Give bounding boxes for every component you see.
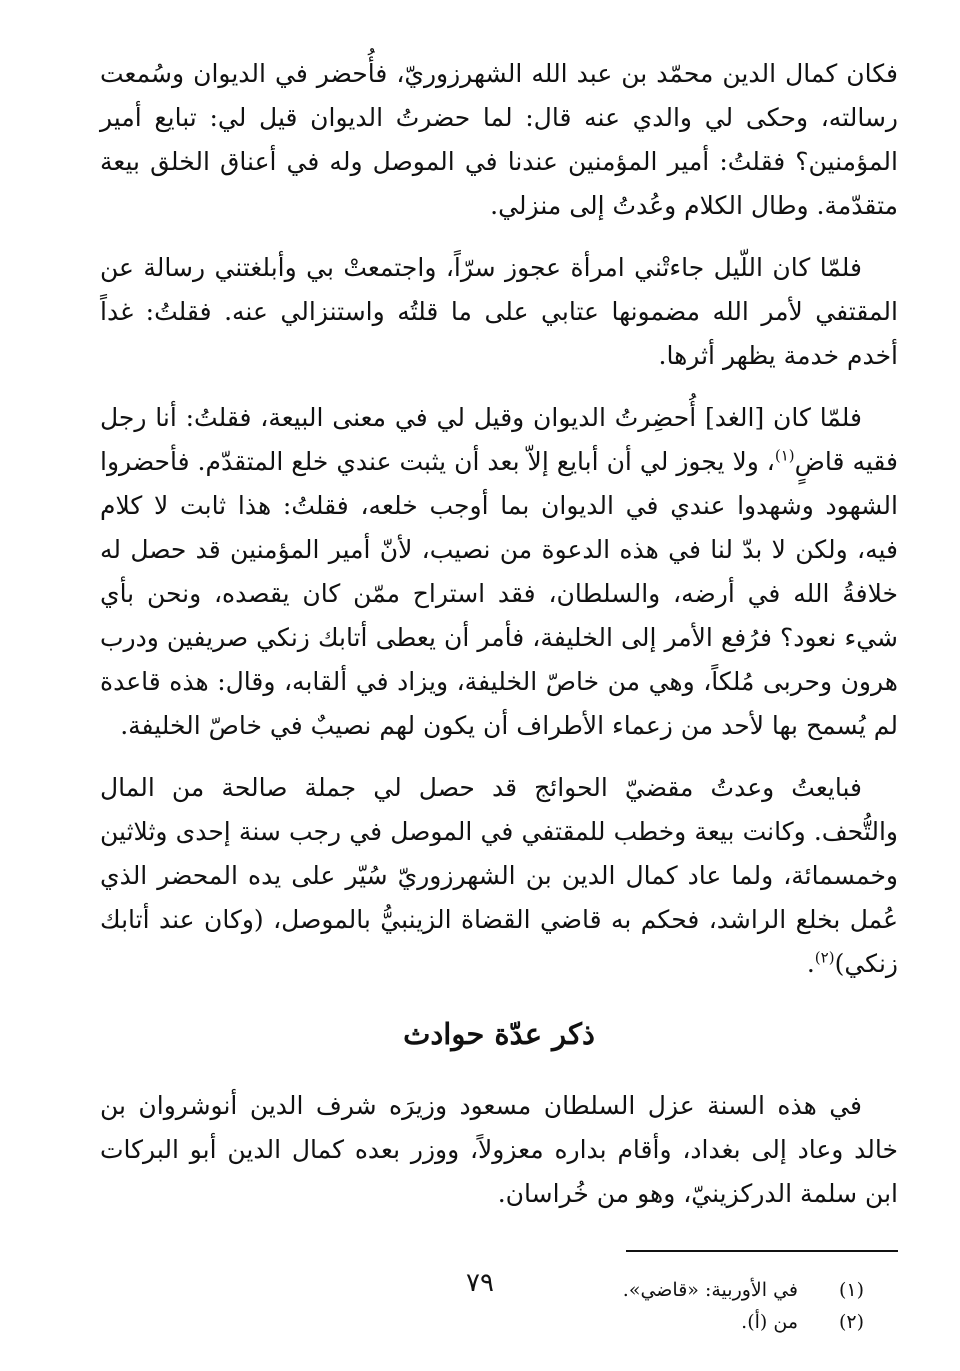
footnote-1-text: في الأوربية: «قاضي». bbox=[622, 1279, 798, 1301]
footnote-2-text: من (أ). bbox=[741, 1311, 798, 1333]
page-number: ٧٩ bbox=[466, 1268, 494, 1298]
footnote-2 bbox=[100, 1306, 898, 1338]
paragraph-3-text-b: ، ولا يجوز لي أن أبايع إلاّ بعد أن يثبت عندي خلع المتقدّم. فأحضروا الشهود وشهدوا عندي في الديوان بما أوجب خلعه، فقلتُ: هذا ثابت لا كلام فيه، ولكن لا بدّ لنا في هذه الدعوة من نصيب، لأنّ أمير المؤمنين قد حصل له خلافةُ الله في أرضه، والسلطان، فقد استراح ممّن كان يقصده، ونحن بأي شيء نعود؟ فرُفع الأمر إلى الخليفة، فأمر أن يعطى أتابك زنكي صريفين ودرب هرون وحربى مُلكاً، وهي من خاصّ الخليفة، ويزاد في ألقابه، وقال: هذه قاعدة لم يُسمح بها لأحد من زعماء الأطراف أن يكون لهم نصيبٌ في خاصّ الخليفة. bbox=[100, 447, 898, 740]
footnote-2-number: (٢) bbox=[838, 1311, 864, 1333]
footnote-ref-2: (٢) bbox=[814, 948, 835, 967]
paragraph-3 bbox=[100, 396, 898, 748]
paragraph-3-text-a: فلمّا كان [الغد] أُحضِرتُ الديوان وقيل لي في معنى البيعة، فقلتُ: أنا رجل فقيه قاضٍ bbox=[100, 403, 898, 476]
paragraph-2: فلمّا كان اللّيل جاءتْني امرأة عجوز سرّاً، واجتمعتْ بي وأبلغتني رسالة عن المقتفي لأمر الله مضمونها عتابي على ما قلتُه واستنزالي عنه. فقلتُ: غداً أخدم خدمة يظهر أثرها. bbox=[100, 253, 898, 370]
footnote-1-number: (١) bbox=[838, 1279, 864, 1301]
paragraph-4 bbox=[100, 766, 898, 986]
paragraph-4-text-b: . bbox=[806, 949, 815, 978]
footnote-ref-1: (١) bbox=[774, 446, 795, 465]
paragraph-4-text-a: فبايعتُ وعدتُ مقضيّ الحوائج قد حصل لي جملة صالحة من المال والتُّحف. وكانت بيعة وخطب للمقتفي في الموصل في رجب سنة إحدى وثلاثين وخمسمائة، ولما عاد كمال الدين بن الشهرزوريّ سُيّر على يده المحضر الذي عُمل بخلع الراشد، فحكم به قاضي القضاة الزينبيُّ بالموصل، (وكان عند أتابك زنكي) bbox=[100, 773, 898, 978]
paragraph-5: في هذه السنة عزل السلطان مسعود وزيرَه شرف الدين أنوشروان بن خالد وعاد إلى بغداد، وأقام بداره معزولاً، ووزر بعده كمال الدين أبو البركات ابن سلمة الدركزينيّ، وهو من خُراسان. bbox=[100, 1091, 898, 1208]
footnote-rule-wrap bbox=[100, 1216, 898, 1252]
footnote-separator bbox=[626, 1250, 898, 1252]
paragraph-1: فكان كمال الدين محمّد بن عبد الله الشهرزوريّ، فأُحضر في الديوان وسُمعت رسالته، وحكى لي والدي عنه قال: لما حضرتُ الديوان قيل لي: تبايع أمير المؤمنين؟ فقلتُ: أمير المؤمنين عندنا في الموصل وله في أعناق الخلق بيعة متقدّمة. وطال الكلام وعُدتُ إلى منزلي. bbox=[100, 59, 898, 220]
section-heading: ذكر عدّة حوادث bbox=[403, 1017, 595, 1051]
